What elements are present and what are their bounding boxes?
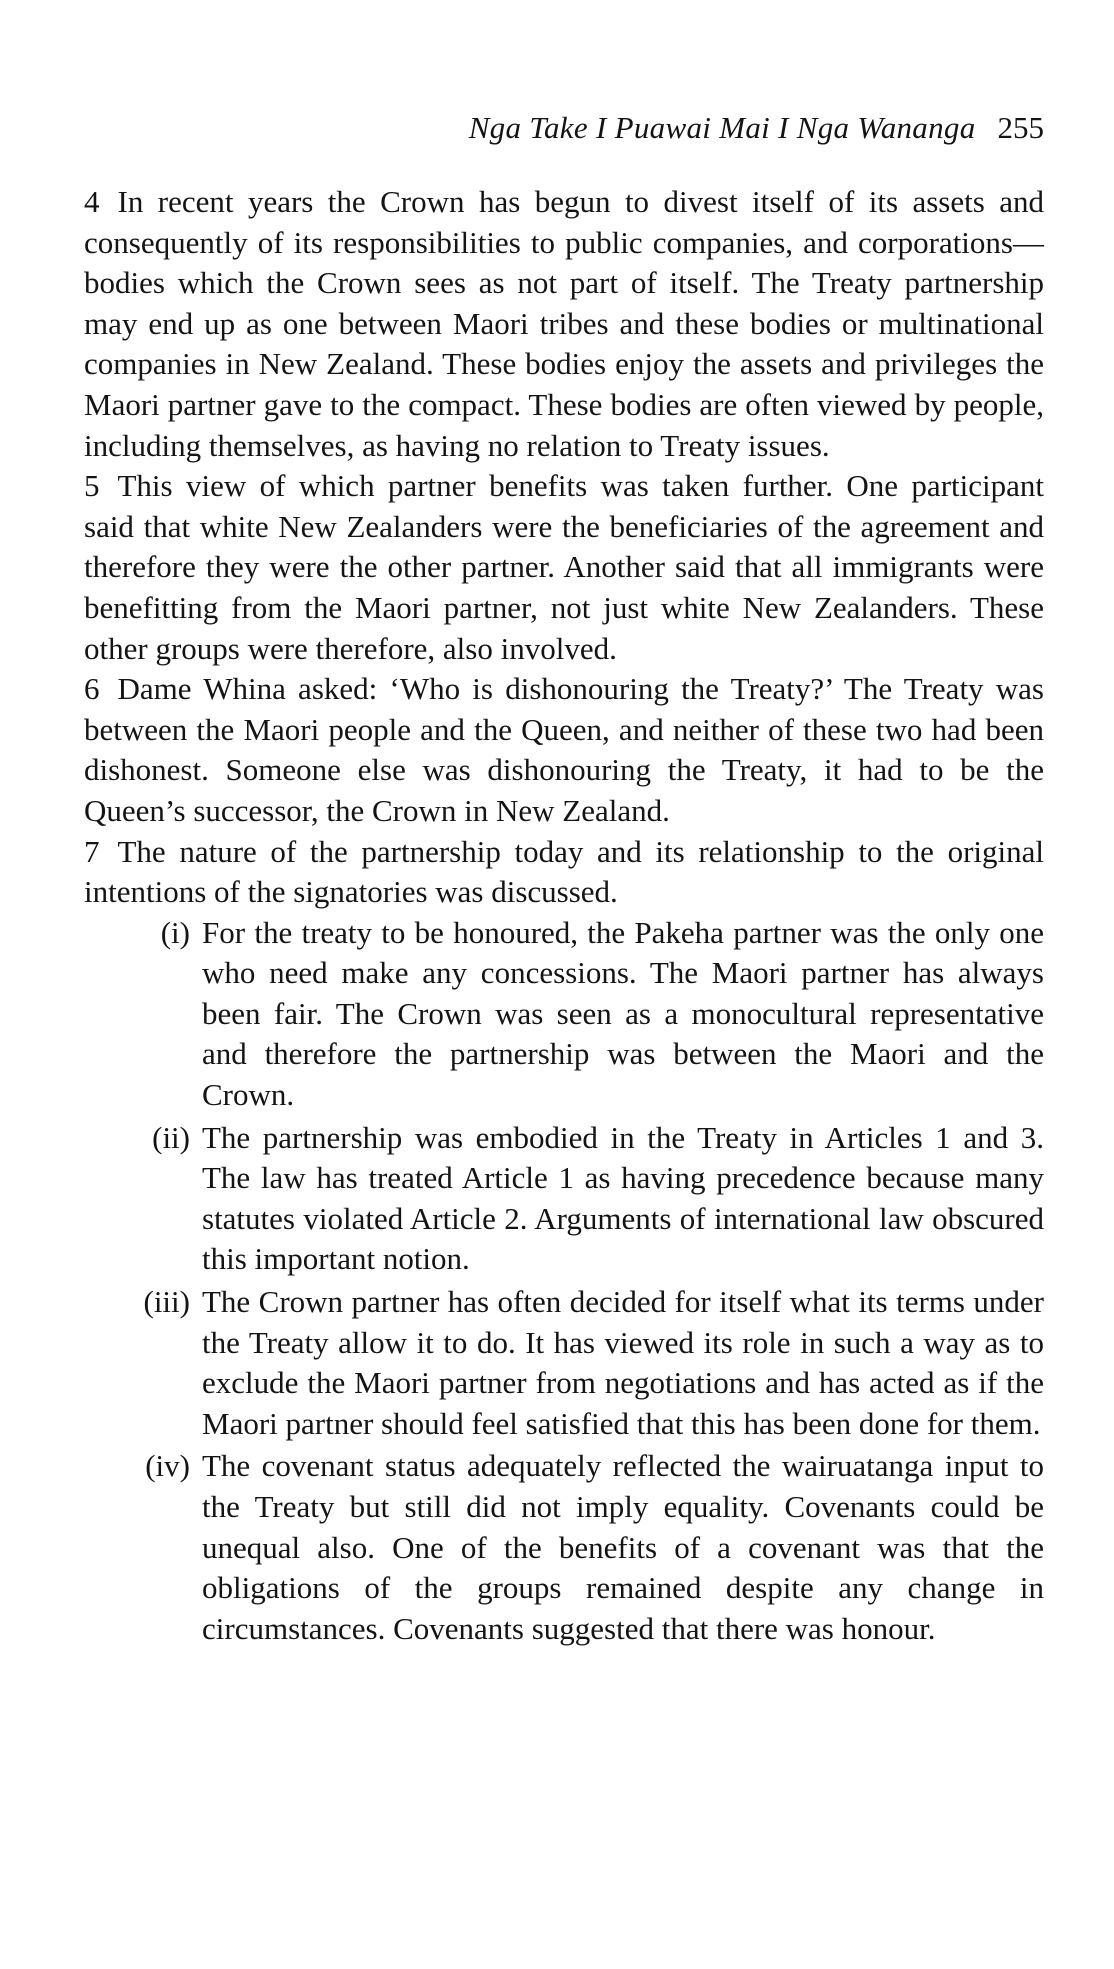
paragraph-4: [84, 182, 1044, 466]
paragraph-number: 4: [84, 184, 100, 219]
running-head-title: Nga Take I Puawai Mai I Nga Wananga: [468, 110, 976, 145]
subitem-label: (ii): [152, 1119, 190, 1155]
paragraph-7: [84, 832, 1044, 913]
paragraph-5: [84, 466, 1044, 669]
body-text: [84, 182, 1044, 1651]
page-number: 255: [997, 110, 1044, 145]
paragraph-text: This view of which partner benefits was taken further. One participant said that white New Zealanders were the beneficiaries of the agreement and therefore they were the other partner. Another said that all immigrants were benefitting from the Maori partner, not just white New Zealanders. These other groups were therefore, also involved.: [84, 468, 1044, 666]
paragraph-number: 7: [84, 833, 100, 869]
running-head: [84, 108, 1044, 148]
subitem-text: The partnership was embodied in the Treaty in Articles 1 and 3. The law has treated Article 1 as having precedence because many statutes violated Article 2. Arguments of international law obscured this important notion.: [202, 1119, 1044, 1277]
paragraph-number: 6: [84, 671, 100, 707]
paragraph-text: Dame Whina asked: ‘Who is dishonouring the Treaty?’ The Treaty was between the Maori people and the Queen, and neither of these two had been dishonest. Someone else was dishonouring the Treaty, it had to be the Queen’s successor, the Crown in New Zealand.: [84, 671, 1044, 828]
subitem-text: The Crown partner has often decided for itself what its terms under the Treaty allow it to do. It has viewed its role in such a way as to exclude the Maori partner from negotiations and has acted as if the Maori partner should feel satisfied that this has been done for them.: [202, 1284, 1044, 1441]
subitem-iv: [84, 1446, 1044, 1649]
paragraph-6: [84, 669, 1044, 831]
subitem-ii: [84, 1118, 1044, 1280]
subitem-list: [84, 913, 1044, 1650]
paragraph-number: 5: [84, 468, 100, 504]
subitem-label: (i): [160, 914, 190, 950]
subitem-text: For the treaty to be honoured, the Pakeha partner was the only one who need make any concessions. The Maori partner has always been fair. The Crown was seen as a monocultural representative and therefore the partnership was between the Maori and the Crown.: [202, 914, 1044, 1113]
subitem-text: The covenant status adequately reflected the wairuatanga input to the Treaty but still did not imply equality. Covenants could be unequal also. One of the benefits of a covenant was that the obligations of the groups remained despite any change in circumstances. Covenants suggested that there was honour.: [202, 1448, 1044, 1646]
subitem-label: (iii): [143, 1284, 190, 1320]
paragraph-text: In recent years the Crown has begun to divest itself of its assets and consequently of its responsibilities to public companies, and corporations—bodies which the Crown sees as not part of itself. The Treaty partnership may end up as one between Maori tribes and these bodies or multinational companies in New Zealand. These bodies enjoy the assets and privileges the Maori partner gave to the compact. These bodies are often viewed by people, including themselves, as having no relation to Treaty issues.: [84, 184, 1044, 463]
subitem-i: [84, 913, 1044, 1116]
subitem-iii: [84, 1282, 1044, 1444]
subitem-label: (iv): [145, 1448, 190, 1484]
paragraph-text: The nature of the partnership today and its relationship to the original intentions of the signatories was discussed.: [84, 833, 1044, 910]
